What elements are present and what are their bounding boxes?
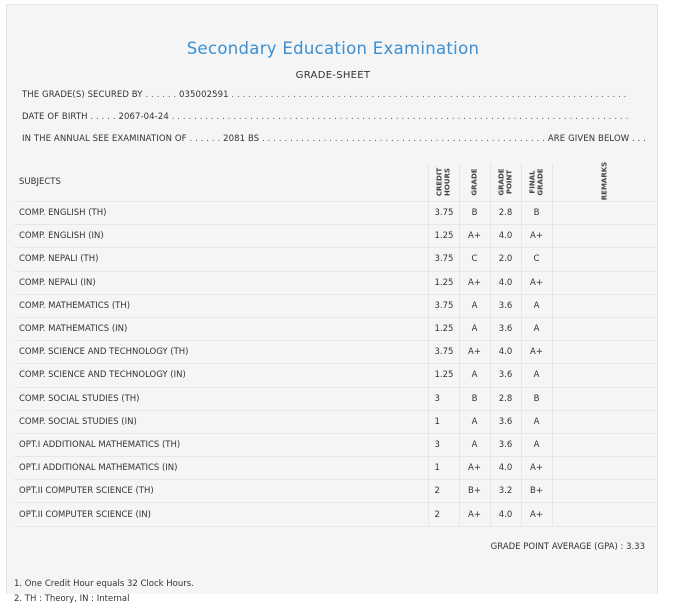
grade-point-cell: 3.6 <box>490 364 521 387</box>
remarks-cell <box>552 317 658 340</box>
grade-cell: A <box>459 410 490 433</box>
grade-point-cell: 2.8 <box>490 202 521 225</box>
note-item: 2. TH : Theory, IN : Internal <box>14 594 130 604</box>
final-grade-cell: B+ <box>521 480 552 503</box>
credit-hours-cell: 1 <box>428 457 459 480</box>
dob-lead: . . . . . <box>90 112 116 122</box>
exam-tail: ARE GIVEN BELOW . . . <box>547 134 647 144</box>
final-grade-cell: B <box>521 202 552 225</box>
grade-secured-trail: . . . . . . . . . . . . . . . . . . . . . . . . . . . . . . . . . . . . . . . . . . . . . . . . . . . . . . . . . . . . . . . . . . . . . . . <box>231 90 627 100</box>
header-final-grade-text: FINAL GRADE <box>528 168 544 196</box>
header-credit-hours-text: CREDIT HOURS <box>435 167 451 197</box>
subject-cell: OPT.II COMPUTER SCIENCE (TH) <box>14 480 428 503</box>
grade-cell: A <box>459 433 490 456</box>
header-remarks-text: REMARKS <box>600 161 609 201</box>
subject-cell: OPT.I ADDITIONAL MATHEMATICS (IN) <box>14 457 428 480</box>
table-row <box>14 202 658 225</box>
subject-cell: COMP. ENGLISH (IN) <box>14 225 428 248</box>
table-row <box>14 248 658 271</box>
dob-line <box>22 112 628 122</box>
remarks-cell <box>552 387 658 410</box>
header-grade-point-text: GRADE POINT <box>497 168 513 196</box>
grade-cell: A+ <box>459 341 490 364</box>
credit-hours-cell: 3.75 <box>428 294 459 317</box>
final-grade-cell: A <box>521 364 552 387</box>
final-grade-cell: A+ <box>521 225 552 248</box>
credit-hours-cell: 1 <box>428 410 459 433</box>
final-grade-cell: A <box>521 433 552 456</box>
grade-point-cell: 3.6 <box>490 294 521 317</box>
grade-cell: B <box>459 202 490 225</box>
grade-cell: A <box>459 317 490 340</box>
grade-point-cell: 3.6 <box>490 410 521 433</box>
gpa-line <box>491 542 645 552</box>
subject-cell: COMP. MATHEMATICS (TH) <box>14 294 428 317</box>
subject-cell: COMP. SCIENCE AND TECHNOLOGY (IN) <box>14 364 428 387</box>
credit-hours-cell: 3.75 <box>428 248 459 271</box>
grade-point-cell: 4.0 <box>490 341 521 364</box>
table-header-row <box>14 163 658 202</box>
final-grade-cell: C <box>521 248 552 271</box>
remarks-cell <box>552 503 658 526</box>
grade-point-cell: 2.0 <box>490 248 521 271</box>
grade-cell: A+ <box>459 225 490 248</box>
final-grade-cell: A <box>521 410 552 433</box>
grade-cell: A <box>459 294 490 317</box>
grade-point-cell: 4.0 <box>490 271 521 294</box>
credit-hours-cell: 1.25 <box>428 271 459 294</box>
exam-lead: . . . . . . <box>189 134 221 144</box>
credit-hours-cell: 2 <box>428 480 459 503</box>
final-grade-cell: A+ <box>521 457 552 480</box>
grade-cell: C <box>459 248 490 271</box>
remarks-cell <box>552 364 658 387</box>
grade-sheet-card <box>6 4 658 604</box>
subject-cell: COMP. SCIENCE AND TECHNOLOGY (TH) <box>14 341 428 364</box>
credit-hours-cell: 1.25 <box>428 225 459 248</box>
grade-cell: A <box>459 364 490 387</box>
table-row <box>14 294 658 317</box>
table-row <box>14 341 658 364</box>
credit-hours-cell: 3.75 <box>428 341 459 364</box>
grade-point-cell: 2.8 <box>490 387 521 410</box>
header-final-grade <box>521 163 552 202</box>
student-id: 035002591 <box>179 90 229 100</box>
subject-cell: COMP. NEPALI (TH) <box>14 248 428 271</box>
remarks-cell <box>552 271 658 294</box>
grade-secured-label: THE GRADE(S) SECURED BY <box>22 90 143 100</box>
final-grade-cell: A+ <box>521 271 552 294</box>
grade-cell: A+ <box>459 503 490 526</box>
header-grade-point <box>490 163 521 202</box>
remarks-cell <box>552 202 658 225</box>
credit-hours-cell: 3.75 <box>428 202 459 225</box>
dob-label: DATE OF BIRTH <box>22 112 88 122</box>
grade-secured-lead: . . . . . . <box>145 90 177 100</box>
remarks-cell <box>552 341 658 364</box>
table-row <box>14 410 658 433</box>
table-row <box>14 433 658 456</box>
page-title: Secondary Education Examination <box>186 39 480 58</box>
remarks-cell <box>552 294 658 317</box>
subject-cell: COMP. MATHEMATICS (IN) <box>14 317 428 340</box>
exam-label: IN THE ANNUAL SEE EXAMINATION OF <box>22 134 187 144</box>
header-grade <box>459 163 490 202</box>
header-grade-text: GRADE <box>469 168 478 196</box>
subject-cell: COMP. ENGLISH (TH) <box>14 202 428 225</box>
remarks-cell <box>552 457 658 480</box>
header-subjects: SUBJECTS <box>14 163 428 202</box>
final-grade-cell: A+ <box>521 341 552 364</box>
table-row <box>14 271 658 294</box>
header-remarks <box>552 163 658 202</box>
grade-point-cell: 4.0 <box>490 457 521 480</box>
exam-mid: . . . . . . . . . . . . . . . . . . . . . . . . . . . . . . . . . . . . . . . . . . . . . . . . . . . <box>262 134 546 144</box>
grade-cell: A+ <box>459 271 490 294</box>
grade-point-cell: 4.0 <box>490 225 521 248</box>
grades-table <box>14 163 658 527</box>
dob-trail: . . . . . . . . . . . . . . . . . . . . . . . . . . . . . . . . . . . . . . . . . . . . . . . . . . . . . . . . . . . . . . . . . . . . . . . . . . . . . . . . . . <box>171 112 629 122</box>
note-item: 1. One Credit Hour equals 32 Clock Hours. <box>14 579 194 589</box>
header-credit-hours <box>428 163 459 202</box>
table-row <box>14 225 658 248</box>
credit-hours-cell: 1.25 <box>428 317 459 340</box>
subject-cell: COMP. SOCIAL STUDIES (IN) <box>14 410 428 433</box>
dob-value: 2067-04-24 <box>118 112 169 122</box>
table-row <box>14 317 658 340</box>
remarks-cell <box>552 480 658 503</box>
grade-cell: B <box>459 387 490 410</box>
grade-point-cell: 3.6 <box>490 317 521 340</box>
grade-cell: B+ <box>459 480 490 503</box>
sheet-subtitle: GRADE-SHEET <box>295 70 371 81</box>
table-row <box>14 480 658 503</box>
credit-hours-cell: 2 <box>428 503 459 526</box>
final-grade-cell: A <box>521 317 552 340</box>
table-row <box>14 457 658 480</box>
gpa-value: 3.33 <box>626 542 645 552</box>
remarks-cell <box>552 410 658 433</box>
credit-hours-cell: 3 <box>428 433 459 456</box>
credit-hours-cell: 3 <box>428 387 459 410</box>
table-row <box>14 387 658 410</box>
grades-table-body <box>14 202 658 527</box>
final-grade-cell: A+ <box>521 503 552 526</box>
table-row <box>14 503 658 526</box>
notes <box>14 577 194 607</box>
credit-hours-cell: 1.25 <box>428 364 459 387</box>
grade-point-cell: 3.6 <box>490 433 521 456</box>
subject-cell: OPT.I ADDITIONAL MATHEMATICS (TH) <box>14 433 428 456</box>
table-row <box>14 364 658 387</box>
grade-point-cell: 3.2 <box>490 480 521 503</box>
remarks-cell <box>552 433 658 456</box>
final-grade-cell: B <box>521 387 552 410</box>
final-grade-cell: A <box>521 294 552 317</box>
remarks-cell <box>552 225 658 248</box>
grade-point-cell: 4.0 <box>490 503 521 526</box>
subject-cell: COMP. NEPALI (IN) <box>14 271 428 294</box>
exam-line <box>22 134 646 144</box>
exam-year: 2081 BS <box>223 134 260 144</box>
subject-cell: COMP. SOCIAL STUDIES (TH) <box>14 387 428 410</box>
grade-secured-line <box>22 90 627 100</box>
gpa-label: GRADE POINT AVERAGE (GPA) : <box>490 542 624 552</box>
remarks-cell <box>552 248 658 271</box>
subject-cell: OPT.II COMPUTER SCIENCE (IN) <box>14 503 428 526</box>
grade-cell: A+ <box>459 457 490 480</box>
